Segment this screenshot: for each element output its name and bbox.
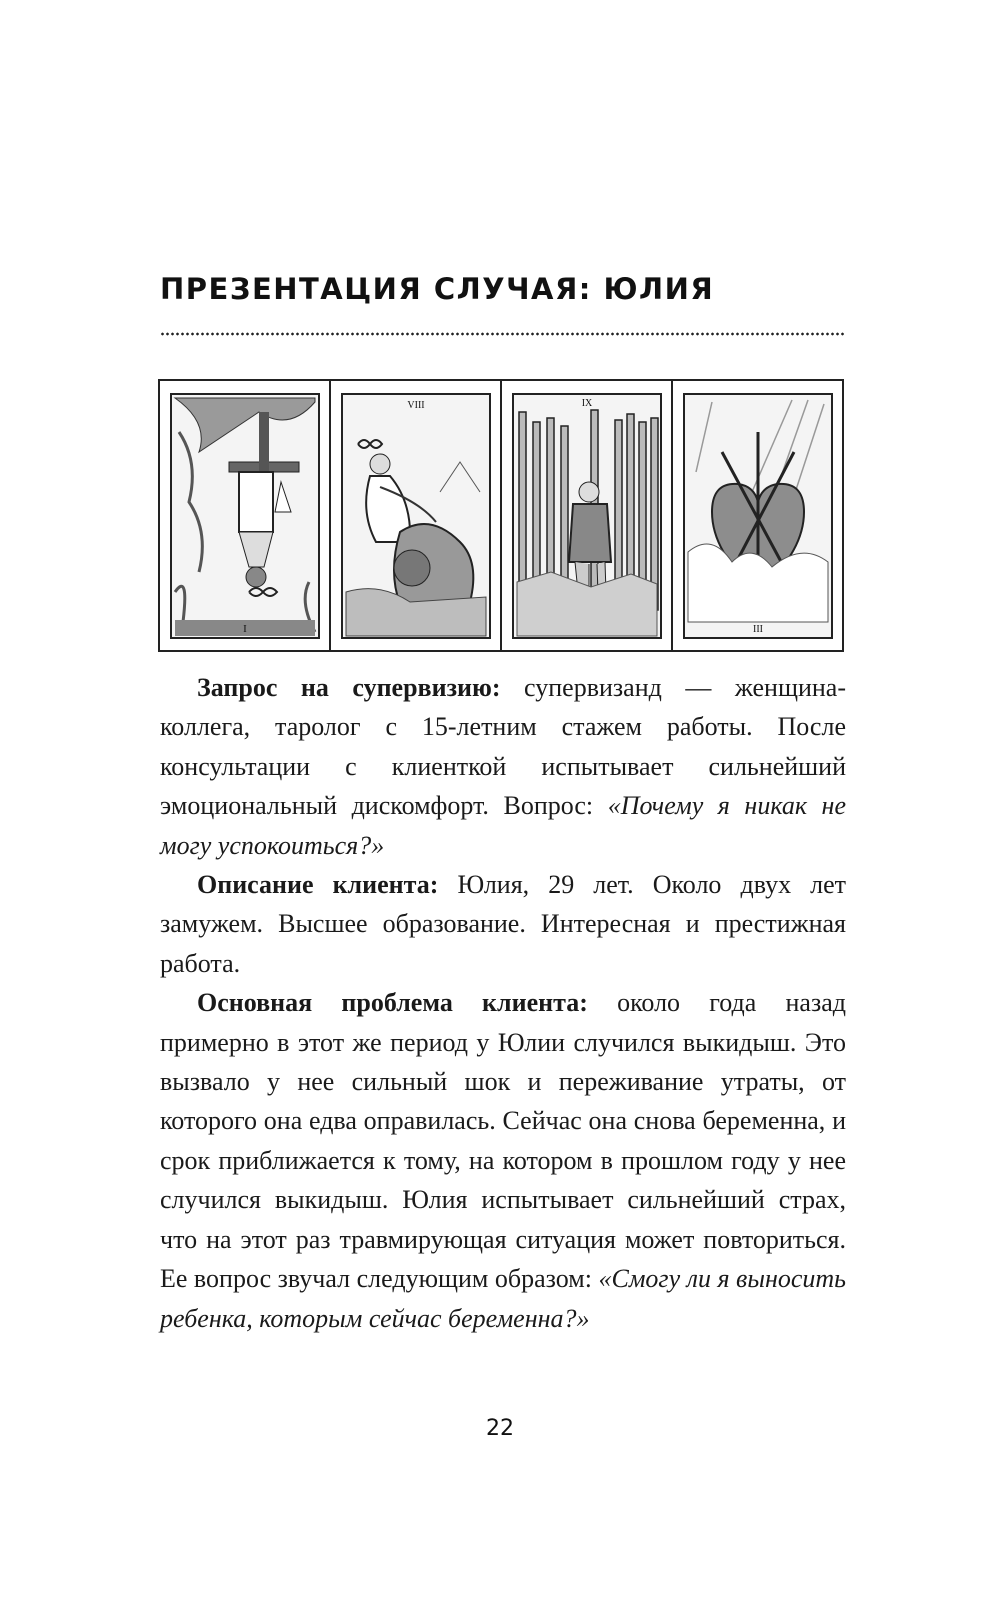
card-strength	[331, 381, 502, 650]
card-numeral: III	[752, 623, 763, 635]
label-main-problem: Основная проблема клиента:	[197, 988, 588, 1018]
card-numeral: IX	[581, 397, 592, 409]
card-three-of-swords	[673, 381, 842, 650]
label-client-description: Описание клиента:	[197, 870, 439, 900]
dotted-divider	[160, 332, 845, 336]
card-hanged-man	[160, 381, 331, 650]
hanged-man-illustration	[169, 392, 321, 640]
three-of-swords-illustration	[682, 392, 834, 640]
text-request: супервизанд — женщина-коллега, таролог с 15-летним стажем работы. После консультации с клиенткой испытывает сильнейший эмоциональный дискомфорт. Вопрос:	[160, 673, 846, 821]
paragraph-request	[160, 668, 846, 865]
quote-main-problem: «Смогу ли я выносить ребенка, которым сейчас беременна?»	[160, 1264, 847, 1333]
section-heading: ПРЕЗЕНТАЦИЯ СЛУЧАЯ: ЮЛИЯ	[160, 272, 715, 306]
strength-illustration	[340, 392, 492, 640]
text-client-description: Юлия, 29 лет. Около двух лет замужем. Высшее образование. Интересная и престижная работа.	[160, 870, 846, 978]
quote-request: «Почему я никак не могу успокоиться?»	[160, 791, 846, 860]
label-request: Запрос на супервизию:	[197, 673, 501, 702]
tarot-card-strip	[158, 379, 844, 652]
page-number: 22	[486, 1416, 514, 1441]
nine-of-wands-illustration	[511, 392, 663, 640]
text-main-problem: около года назад примерно в этот же период у Юлии случился выкидыш. Это вызвало у нее сильный шок и переживание утраты, от которого она едва оправилась. Сейчас она снова беременна, и срок приближается к тому, на котором в прошлом году у нее случился выкидыш. Юлия испытывает сильнейший страх, что на этот раз травмирующая ситуация может повториться. Ее вопрос звучал следующим образом:	[160, 988, 847, 1294]
card-numeral: I	[242, 622, 247, 635]
body-text	[160, 668, 846, 1338]
card-nine-of-wands	[502, 381, 673, 650]
paragraph-main-problem	[160, 983, 846, 1338]
card-numeral: VIII	[406, 399, 425, 411]
paragraph-client-description	[160, 865, 846, 983]
